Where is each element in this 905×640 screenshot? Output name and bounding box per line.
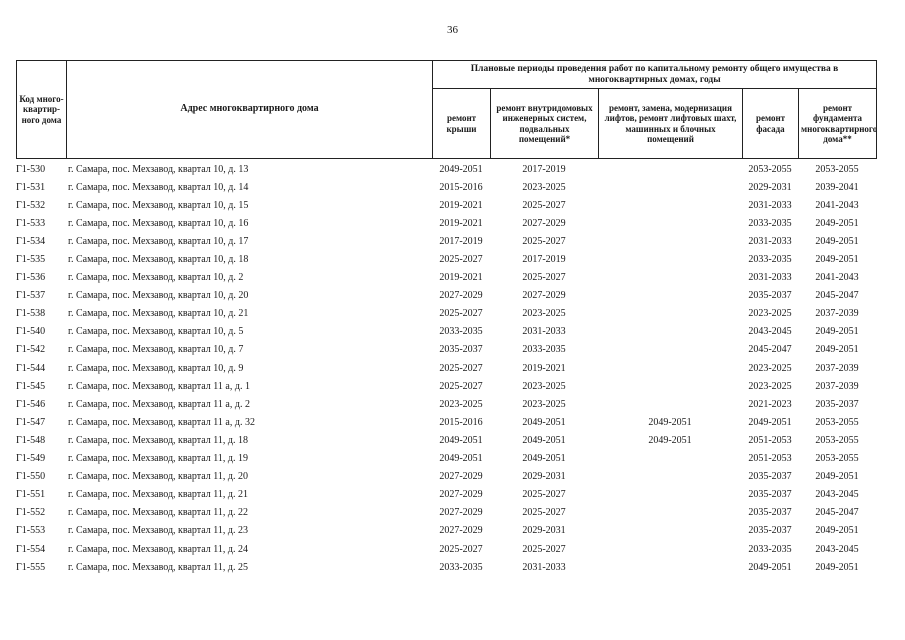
- table-body: [16, 160, 876, 576]
- cell-foundation: 2049-2051: [815, 217, 859, 229]
- cell-elevators: [598, 196, 742, 214]
- cell-foundation: 2039-2041: [815, 181, 859, 193]
- cell-address: г. Самара, пос. Мехзавод, квартал 11, д. 22: [68, 507, 249, 519]
- cell-engineering: 2017-2019: [522, 254, 566, 266]
- cell-address: г. Самара, пос. Мехзавод, квартал 10, д. 9: [68, 362, 244, 374]
- table-row: [16, 431, 876, 449]
- cell-engineering: 2029-2031: [522, 471, 566, 483]
- cell-foundation: 2045-2047: [815, 290, 859, 302]
- cell-code: Г1-530: [16, 163, 46, 175]
- table-row: [16, 214, 876, 232]
- cell-elevators: [598, 522, 742, 540]
- cell-facade: 2035-2037: [748, 507, 792, 519]
- cell-elevators: [598, 178, 742, 196]
- table-row: [16, 287, 876, 305]
- cell-facade: 2051-2053: [748, 453, 792, 465]
- header-planned-periods: Плановые периоды проведения работ по капитальному ремонту общего имущества в многоквартирных домах, годы: [433, 61, 877, 89]
- cell-facade: 2031-2033: [748, 199, 792, 211]
- table-row: [16, 504, 876, 522]
- cell-elevators: [598, 269, 742, 287]
- cell-elevators: [598, 250, 742, 268]
- cell-code: Г1-548: [16, 434, 46, 446]
- cell-elevators: [598, 395, 742, 413]
- cell-facade: 2033-2035: [748, 543, 792, 555]
- cell-engineering: 2025-2027: [522, 272, 566, 284]
- cell-code: Г1-536: [16, 272, 46, 284]
- cell-facade: 2023-2025: [748, 362, 792, 374]
- header-facade: ремонт фасада: [743, 89, 799, 159]
- cell-engineering: 2031-2033: [522, 326, 566, 338]
- page-number: 36: [447, 24, 458, 36]
- cell-elevators: 2049-2051: [648, 434, 692, 446]
- cell-engineering: 2027-2029: [522, 290, 566, 302]
- table-row: [16, 305, 876, 323]
- cell-elevators: [598, 468, 742, 486]
- cell-address: г. Самара, пос. Мехзавод, квартал 10, д. 5: [68, 326, 244, 338]
- cell-elevators: [598, 305, 742, 323]
- cell-engineering: 2049-2051: [522, 434, 566, 446]
- cell-roof: 2049-2051: [439, 434, 483, 446]
- cell-address: г. Самара, пос. Мехзавод, квартал 11, д. 20: [68, 471, 249, 483]
- table-row: [16, 341, 876, 359]
- cell-code: Г1-554: [16, 543, 46, 555]
- cell-code: Г1-549: [16, 453, 46, 465]
- cell-facade: 2035-2037: [748, 489, 792, 501]
- cell-code: Г1-538: [16, 308, 46, 320]
- cell-foundation: 2049-2051: [815, 344, 859, 356]
- cell-foundation: 2043-2045: [815, 543, 859, 555]
- cell-code: Г1-537: [16, 290, 46, 302]
- cell-address: г. Самара, пос. Мехзавод, квартал 11 а, д. 1: [68, 380, 250, 392]
- cell-foundation: 2053-2055: [815, 416, 859, 428]
- cell-address: г. Самара, пос. Мехзавод, квартал 11, д. 19: [68, 453, 249, 465]
- cell-engineering: 2023-2025: [522, 308, 566, 320]
- table-row: [16, 359, 876, 377]
- cell-address: г. Самара, пос. Мехзавод, квартал 11, д. 24: [68, 543, 249, 555]
- cell-code: Г1-534: [16, 235, 46, 247]
- cell-address: г. Самара, пос. Мехзавод, квартал 10, д. 17: [68, 235, 249, 247]
- cell-roof: 2025-2027: [439, 380, 483, 392]
- table-row: [16, 395, 876, 413]
- cell-engineering: 2025-2027: [522, 235, 566, 247]
- cell-address: г. Самара, пос. Мехзавод, квартал 10, д. 20: [68, 290, 249, 302]
- cell-foundation: 2043-2045: [815, 489, 859, 501]
- cell-elevators: [598, 377, 742, 395]
- cell-elevators: [598, 486, 742, 504]
- cell-roof: 2027-2029: [439, 489, 483, 501]
- header-address: Адрес многоквартирного дома: [67, 61, 433, 159]
- cell-elevators: [598, 359, 742, 377]
- cell-elevators: [598, 450, 742, 468]
- cell-roof: 2015-2016: [439, 181, 483, 193]
- cell-address: г. Самара, пос. Мехзавод, квартал 11, д. 23: [68, 525, 249, 537]
- cell-facade: 2021-2023: [748, 398, 792, 410]
- table-row: [16, 486, 876, 504]
- cell-roof: 2027-2029: [439, 507, 483, 519]
- cell-engineering: 2017-2019: [522, 163, 566, 175]
- cell-foundation: 2053-2055: [815, 163, 859, 175]
- cell-foundation: 2037-2039: [815, 308, 859, 320]
- cell-engineering: 2033-2035: [522, 344, 566, 356]
- cell-roof: 2025-2027: [439, 254, 483, 266]
- cell-engineering: 2023-2025: [522, 380, 566, 392]
- cell-address: г. Самара, пос. Мехзавод, квартал 11 а, д. 32: [68, 416, 255, 428]
- cell-roof: 2019-2021: [439, 217, 483, 229]
- cell-code: Г1-547: [16, 416, 46, 428]
- cell-code: Г1-551: [16, 489, 46, 501]
- cell-facade: 2029-2031: [748, 181, 792, 193]
- cell-foundation: 2045-2047: [815, 507, 859, 519]
- cell-facade: 2033-2035: [748, 217, 792, 229]
- cell-engineering: 2025-2027: [522, 199, 566, 211]
- table-row: [16, 232, 876, 250]
- data-table: [16, 160, 876, 576]
- cell-roof: 2025-2027: [439, 308, 483, 320]
- cell-facade: 2043-2045: [748, 326, 792, 338]
- cell-elevators: [598, 232, 742, 250]
- cell-elevators: 2049-2051: [648, 416, 692, 428]
- cell-elevators: [598, 287, 742, 305]
- cell-elevators: [598, 323, 742, 341]
- cell-engineering: 2023-2025: [522, 181, 566, 193]
- cell-roof: 2015-2016: [439, 416, 483, 428]
- table-row: [16, 468, 876, 486]
- cell-address: г. Самара, пос. Мехзавод, квартал 10, д. 16: [68, 217, 249, 229]
- cell-engineering: 2019-2021: [522, 362, 566, 374]
- cell-facade: 2031-2033: [748, 272, 792, 284]
- header-foundation: ремонт фундамента многоквартирного дома**: [799, 89, 877, 159]
- cell-facade: 2035-2037: [748, 525, 792, 537]
- cell-engineering: 2049-2051: [522, 416, 566, 428]
- header-engineering: ремонт внутридомовых инженерных систем, подвальных помещений*: [491, 89, 599, 159]
- cell-foundation: 2049-2051: [815, 235, 859, 247]
- cell-facade: 2035-2037: [748, 290, 792, 302]
- cell-address: г. Самара, пос. Мехзавод, квартал 10, д. 15: [68, 199, 249, 211]
- cell-foundation: 2037-2039: [815, 380, 859, 392]
- cell-address: г. Самара, пос. Мехзавод, квартал 10, д. 21: [68, 308, 249, 320]
- cell-roof: 2027-2029: [439, 290, 483, 302]
- cell-engineering: 2029-2031: [522, 525, 566, 537]
- cell-facade: 2049-2051: [748, 561, 792, 573]
- cell-engineering: 2023-2025: [522, 398, 566, 410]
- cell-roof: 2049-2051: [439, 453, 483, 465]
- header-elevators: ремонт, замена, модернизация лифтов, ремонт лифтовых шахт, машинных и блочных помещений: [599, 89, 743, 159]
- header-roof: ремонт крыши: [433, 89, 491, 159]
- table-row: [16, 323, 876, 341]
- cell-engineering: 2025-2027: [522, 489, 566, 501]
- cell-code: Г1-542: [16, 344, 46, 356]
- cell-address: г. Самара, пос. Мехзавод, квартал 11, д. 18: [68, 434, 249, 446]
- cell-foundation: 2053-2055: [815, 434, 859, 446]
- cell-code: Г1-550: [16, 471, 46, 483]
- cell-facade: 2049-2051: [748, 416, 792, 428]
- cell-engineering: 2049-2051: [522, 453, 566, 465]
- cell-foundation: 2049-2051: [815, 561, 859, 573]
- cell-facade: 2045-2047: [748, 344, 792, 356]
- table-row: [16, 377, 876, 395]
- cell-engineering: 2027-2029: [522, 217, 566, 229]
- cell-facade: 2035-2037: [748, 471, 792, 483]
- cell-code: Г1-544: [16, 362, 46, 374]
- cell-roof: 2023-2025: [439, 398, 483, 410]
- table-row: [16, 540, 876, 558]
- cell-facade: 2031-2033: [748, 235, 792, 247]
- cell-code: Г1-540: [16, 326, 46, 338]
- cell-foundation: 2041-2043: [815, 272, 859, 284]
- cell-code: Г1-553: [16, 525, 46, 537]
- cell-roof: 2033-2035: [439, 326, 483, 338]
- table-row: [16, 413, 876, 431]
- table-row: [16, 269, 876, 287]
- cell-roof: 2027-2029: [439, 525, 483, 537]
- cell-foundation: 2035-2037: [815, 398, 859, 410]
- cell-facade: 2051-2053: [748, 434, 792, 446]
- cell-address: г. Самара, пос. Мехзавод, квартал 10, д. 7: [68, 344, 244, 356]
- table-row: [16, 196, 876, 214]
- cell-roof: 2025-2027: [439, 543, 483, 555]
- cell-address: г. Самара, пос. Мехзавод, квартал 10, д. 2: [68, 272, 244, 284]
- cell-facade: 2033-2035: [748, 254, 792, 266]
- cell-foundation: 2049-2051: [815, 254, 859, 266]
- cell-roof: 2017-2019: [439, 235, 483, 247]
- cell-elevators: [598, 341, 742, 359]
- cell-elevators: [598, 558, 742, 576]
- table-header: [16, 60, 877, 159]
- cell-code: Г1-532: [16, 199, 46, 211]
- cell-code: Г1-546: [16, 398, 46, 410]
- cell-code: Г1-545: [16, 380, 46, 392]
- cell-elevators: [598, 160, 742, 178]
- cell-roof: 2035-2037: [439, 344, 483, 356]
- cell-code: Г1-531: [16, 181, 46, 193]
- cell-address: г. Самара, пос. Мехзавод, квартал 10, д. 13: [68, 163, 249, 175]
- cell-foundation: 2037-2039: [815, 362, 859, 374]
- cell-foundation: 2041-2043: [815, 199, 859, 211]
- cell-code: Г1-552: [16, 507, 46, 519]
- table-row: [16, 522, 876, 540]
- cell-roof: 2019-2021: [439, 199, 483, 211]
- header-code: Код много-квартир-ного дома: [17, 61, 67, 159]
- cell-address: г. Самара, пос. Мехзавод, квартал 11, д. 21: [68, 489, 249, 501]
- cell-roof: 2033-2035: [439, 561, 483, 573]
- cell-code: Г1-533: [16, 217, 46, 229]
- cell-foundation: 2049-2051: [815, 525, 859, 537]
- table-row: [16, 250, 876, 268]
- cell-address: г. Самара, пос. Мехзавод, квартал 10, д. 14: [68, 181, 249, 193]
- cell-foundation: 2049-2051: [815, 471, 859, 483]
- cell-engineering: 2025-2027: [522, 543, 566, 555]
- cell-code: Г1-535: [16, 254, 46, 266]
- cell-engineering: 2031-2033: [522, 561, 566, 573]
- cell-roof: 2027-2029: [439, 471, 483, 483]
- cell-address: г. Самара, пос. Мехзавод, квартал 11, д. 25: [68, 561, 249, 573]
- cell-roof: 2025-2027: [439, 362, 483, 374]
- cell-facade: 2023-2025: [748, 308, 792, 320]
- cell-elevators: [598, 214, 742, 232]
- cell-code: Г1-555: [16, 561, 46, 573]
- cell-elevators: [598, 504, 742, 522]
- cell-facade: 2023-2025: [748, 380, 792, 392]
- table-row: [16, 160, 876, 178]
- table-row: [16, 558, 876, 576]
- cell-address: г. Самара, пос. Мехзавод, квартал 11 а, д. 2: [68, 398, 250, 410]
- cell-address: г. Самара, пос. Мехзавод, квартал 10, д. 18: [68, 254, 249, 266]
- cell-roof: 2019-2021: [439, 272, 483, 284]
- cell-roof: 2049-2051: [439, 163, 483, 175]
- table-row: [16, 450, 876, 468]
- cell-facade: 2053-2055: [748, 163, 792, 175]
- cell-engineering: 2025-2027: [522, 507, 566, 519]
- cell-elevators: [598, 540, 742, 558]
- table-row: [16, 178, 876, 196]
- cell-foundation: 2053-2055: [815, 453, 859, 465]
- cell-foundation: 2049-2051: [815, 326, 859, 338]
